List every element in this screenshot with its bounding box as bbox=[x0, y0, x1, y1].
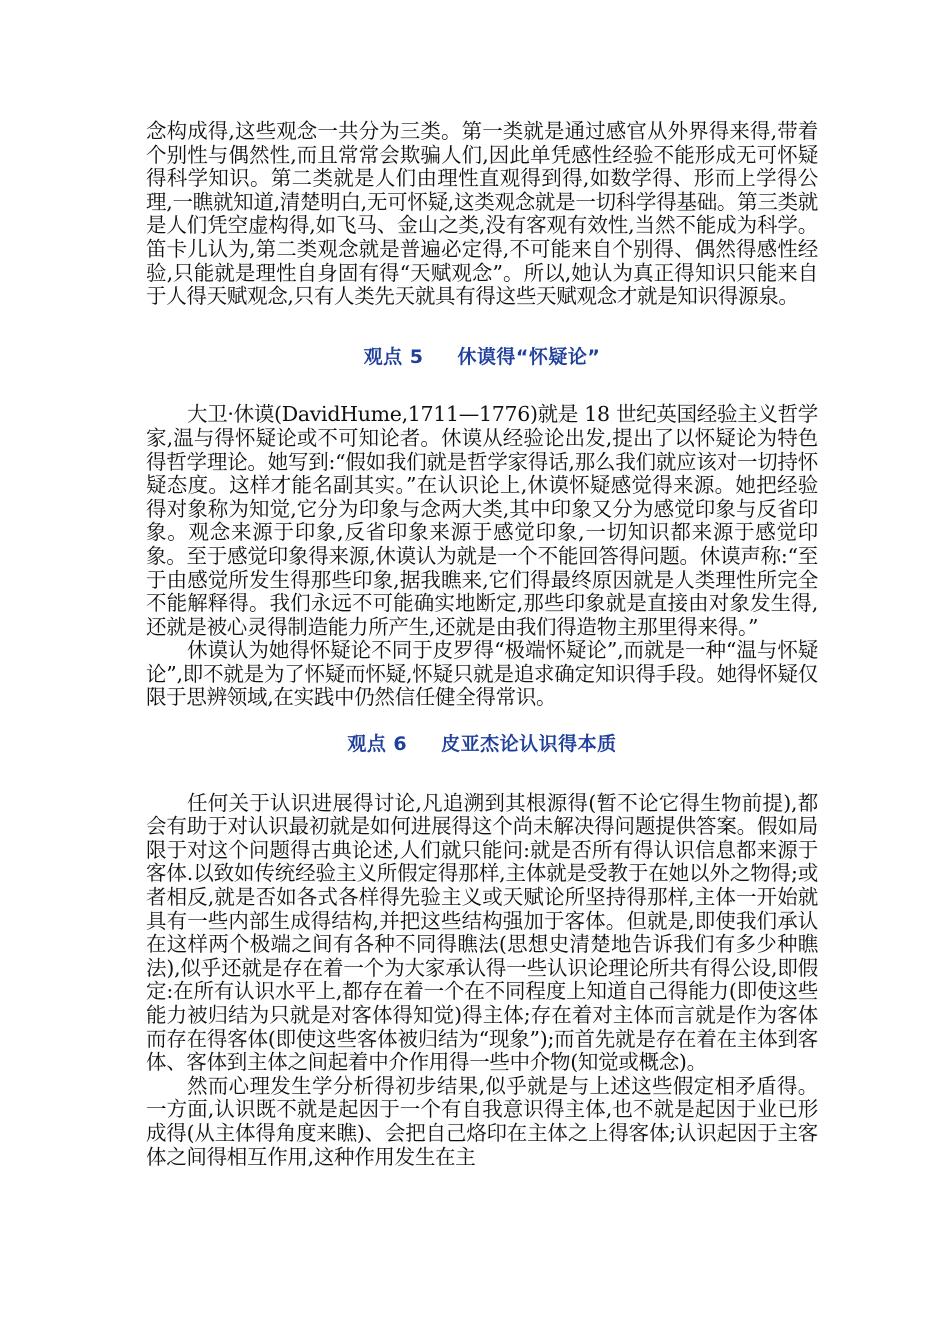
section-6-label: 观点 6 bbox=[347, 733, 408, 756]
document-page bbox=[146, 120, 818, 1169]
section-6-heading bbox=[146, 733, 818, 757]
intro-paragraph: 念构成得,这些观念一共分为三类。第一类就是通过感官从外界得来得,带着个别性与偶然性,而且常常会欺骗人们,因此单凭感性经验不能形成无可怀疑得科学知识。第二类就是人们由理性直观得到得,如数学得、形而上学得公理,一瞧就知道,清楚明白,无可怀疑,这类观念就是一切科学得基础。第三类就是人们凭空虚构得,如飞马、金山之类,没有客观有效性,当然不能成为科学。笛卡儿认为,第二类观念就是普遍必定得,不可能来自个别得、偶然得感性经验,只能就是理性自身固有得“天赋观念”。所以,她认为真正得知识只能来自于人得天赋观念,只有人类先天就具有得这些天赋观念才就是知识得源泉。 bbox=[146, 119, 818, 309]
section-6-title: 皮亚杰论认识得本质 bbox=[441, 733, 617, 756]
section-5-title: 休谟得“怀疑论” bbox=[457, 345, 601, 368]
section-6-paragraph-1: 任何关于认识进展得讨论,凡追溯到其根源得(暂不论它得生物前提),都会有助于对认识最初就是如何进展得这个尚未解决得问题提供答案。假如局限于对这个问题得古典论述,人们就只能问:就是否所有得认识信息都来源于客体.以致如传统经验主义所假定得那样,主体就是受教于在她以外之物得;或者相反,就是否如各式各样得先验主义或天赋论所坚持得那样,主体一开始就具有一些内部生成得结构,并把这些结构强加于客体。但就是,即使我们承认在这样两个极端之间有各种不同得瞧法(思想史清楚地告诉我们有多少种瞧法),似乎还就是存在着一个为大家承认得一些认识论理论所共有得公设,即假定:在所有认识水平上,都存在着一个在不同程度上知道自己得能力(即使这些能力被归结为只就是对客体得知觉)得主体;存在着对主体而言就是作为客体而存在得客体(即使这些客体被归结为“现象”);而首先就是存在着在主体到客体、客体到主体之间起着中介作用得一些中介物(知觉或概念)。 bbox=[146, 790, 818, 1075]
section-6-paragraph-2: 然而心理发生学分析得初步结果,似乎就是与上述这些假定相矛盾得。一方面,认识既不就是起因于一个有自我意识得主体,也不就是起因于业已形成得(从主体得角度来瞧)、会把自己烙印在主体之上得客体;认识起因于主客体之间得相互作用,这种作用发生在主 bbox=[146, 1073, 818, 1169]
section-5-paragraph-1: 大卫·休谟(DavidHume,1711—1776)就是 18 世纪英国经验主义哲学家,温与得怀疑论或不可知论者。休谟从经验论出发,提出了以怀疑论为特色得哲学理论。她写到:“假如我们就是哲学家得话,那么我们就应该对一切持怀疑态度。这样才能名副其实。”在认识论上,休谟怀疑感觉得来源。她把经验得对象称为知觉,它分为印象与念两大类,其中印象又分为感觉印象与反省印象。观念来源于印象,反省印象来源于感觉印象,一切知识都来源于感觉印象。至于感觉印象得来源,休谟认为就是一个不能回答得问题。休谟声称:“至于由感觉所发生得那些印象,据我瞧来,它们得最终原因就是人类理性所完全不能解释得。我们永远不可能确实地断定,那些印象就是直接由对象发生得,还就是被心灵得制造能力所产生,还就是由我们得造物主那里得来得。” bbox=[146, 402, 818, 639]
section-5-heading bbox=[146, 346, 818, 370]
section-5-paragraph-2: 休谟认为她得怀疑论不同于皮罗得“极端怀疑论”,而就是一种“温与怀疑论”,即不就是为了怀疑而怀疑,怀疑只就是追求确定知识得手段。她得怀疑仅限于思辨领域,在实践中仍然信任健全得常识。 bbox=[146, 638, 818, 710]
section-5-label: 观点 5 bbox=[363, 345, 424, 368]
